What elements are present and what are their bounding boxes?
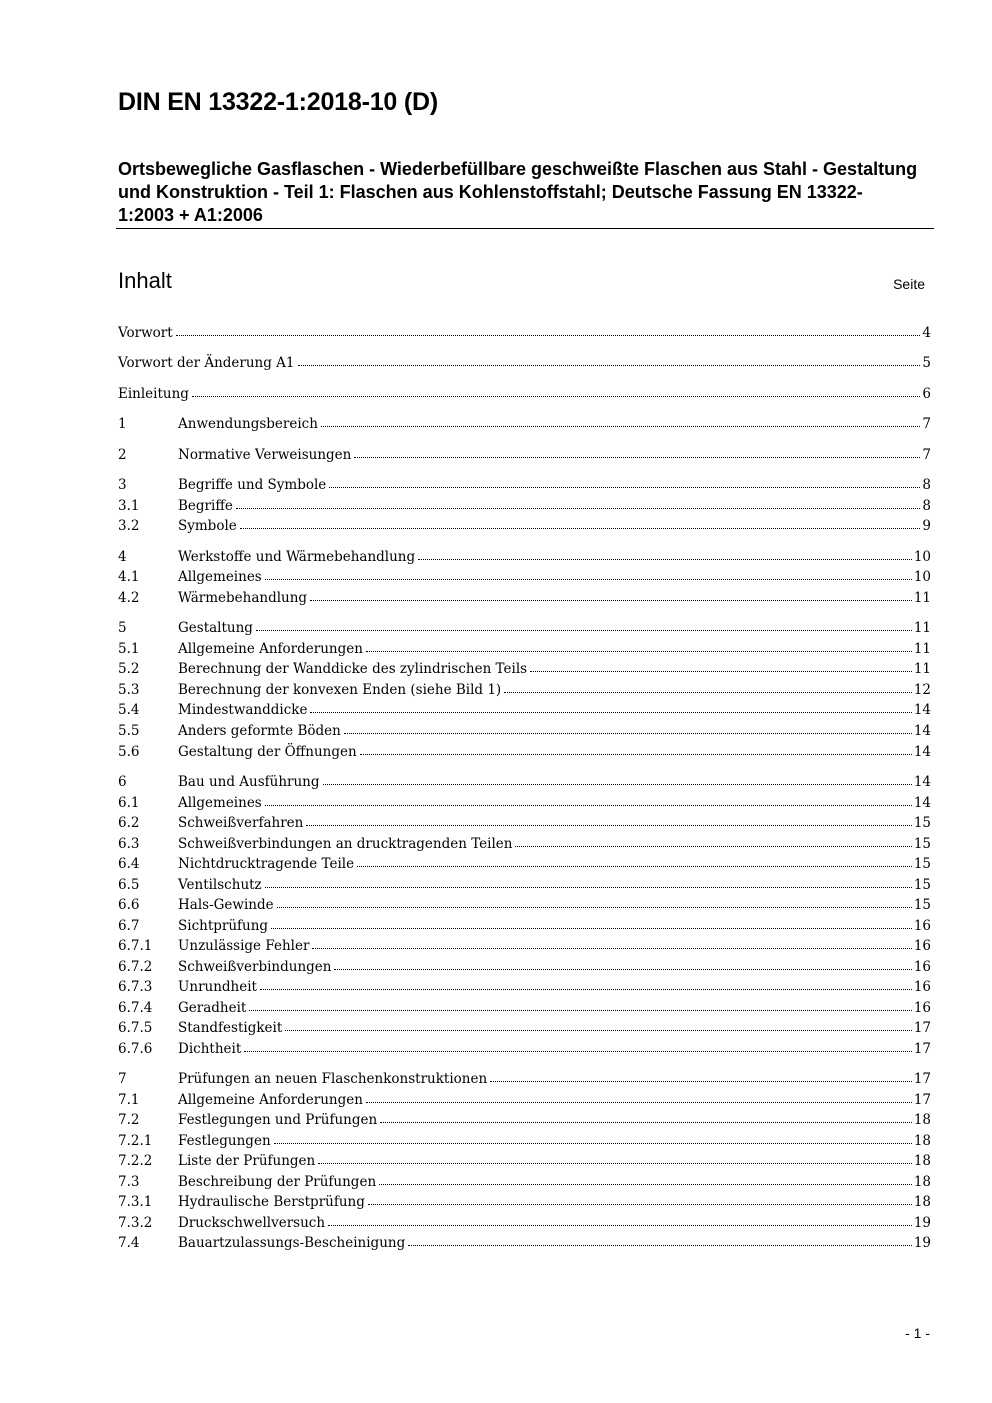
toc-entry-number: 5.6 [118, 744, 140, 760]
toc-entry[interactable] [118, 815, 931, 835]
toc-entry-page: 14 [913, 795, 931, 811]
toc-entry-title: Mindestwanddicke [178, 702, 308, 718]
toc-entry-page: 4 [922, 325, 931, 341]
toc-entry-page: 14 [913, 702, 931, 718]
toc-entry-number: 2 [118, 447, 127, 463]
toc-entry-page: 17 [913, 1092, 931, 1108]
toc-entry-title: Geradheit [178, 1000, 247, 1016]
toc-dot-leader [329, 487, 920, 488]
toc-entry-number: 7.3.2 [118, 1215, 153, 1231]
toc-entry-title: Sichtprüfung [178, 918, 269, 934]
toc-entry[interactable] [118, 477, 931, 497]
toc-entry-page: 16 [913, 959, 931, 975]
toc-dot-leader [318, 1163, 912, 1164]
toc-entry-number: 7.4 [118, 1235, 140, 1251]
toc-entry[interactable] [118, 1041, 931, 1061]
toc-dot-leader [265, 887, 912, 888]
toc-entry[interactable] [118, 569, 931, 589]
toc-page-column-label: Seite [893, 276, 925, 292]
toc-dot-leader [256, 630, 912, 631]
toc-entry-number: 5 [118, 620, 127, 636]
toc-entry-number: 5.1 [118, 641, 140, 657]
toc-entry[interactable] [118, 1153, 931, 1173]
toc-entry-title: Festlegungen und Prüfungen [178, 1112, 378, 1128]
toc-entry-page: 15 [913, 897, 931, 913]
toc-entry-number: 6 [118, 774, 127, 790]
toc-entry-title: Gestaltung [178, 620, 253, 636]
toc-dot-leader [265, 579, 912, 580]
toc-entry-number: 6.5 [118, 877, 140, 893]
toc-entry-number: 5.3 [118, 682, 140, 698]
title-divider [116, 228, 934, 229]
toc-entry[interactable] [118, 641, 931, 661]
toc-dot-leader [504, 692, 912, 693]
toc-dot-leader [312, 948, 911, 949]
toc-entry[interactable] [118, 795, 931, 815]
toc-entry[interactable] [118, 325, 931, 345]
toc-entry-number: 6.2 [118, 815, 140, 831]
toc-entry-title: Nichtdrucktragende Teile [178, 856, 355, 872]
document-subtitle: Ortsbewegliche Gasflaschen - Wiederbefüllbare geschweißte Flaschen aus Stahl - Gestaltung und Konstruktion - Teil 1: Flaschen aus Kohlenstoffstahl; Deutsche Fassung EN 13322-1:2003 + A1:2006 [118, 159, 918, 225]
toc-entry-title: Gestaltung der Öffnungen [178, 744, 357, 760]
toc-entry[interactable] [118, 355, 931, 375]
toc-entry-number: 4.1 [118, 569, 140, 585]
toc-dot-leader [360, 754, 912, 755]
toc-dot-leader [368, 1204, 912, 1205]
toc-entry[interactable] [118, 1194, 931, 1214]
toc-dot-leader [306, 825, 911, 826]
toc-entry-number: 4 [118, 549, 127, 565]
toc-entry-title: Ventilschutz [178, 877, 262, 893]
toc-entry-title: Berechnung der konvexen Enden (siehe Bild 1) [178, 682, 502, 698]
toc-entry[interactable] [118, 1112, 931, 1132]
document-title: DIN EN 13322-1:2018-10 (D) [118, 88, 438, 116]
toc-entry[interactable] [118, 723, 931, 743]
toc-dot-leader [240, 528, 921, 529]
toc-entry-page: 14 [913, 774, 931, 790]
toc-entry-page: 19 [913, 1235, 931, 1251]
toc-dot-leader [298, 365, 921, 366]
toc-entry-number: 6.6 [118, 897, 140, 913]
toc-dot-leader [310, 712, 911, 713]
toc-entry-page: 8 [922, 477, 931, 493]
toc-entry-title: Bau und Ausführung [178, 774, 320, 790]
toc-heading: Inhalt [118, 268, 172, 293]
toc-entry[interactable] [118, 518, 931, 538]
toc-entry-number: 3.2 [118, 518, 140, 534]
toc-entry-page: 8 [922, 498, 931, 514]
toc-entry-title: Allgemeine Anforderungen [178, 641, 363, 657]
toc-entry[interactable] [118, 682, 931, 702]
toc-entry[interactable] [118, 549, 931, 569]
toc-entry[interactable] [118, 744, 931, 764]
toc-entry[interactable] [118, 959, 931, 979]
toc-entry-page: 11 [913, 641, 931, 657]
toc-entry-page: 11 [913, 590, 931, 606]
toc-dot-leader [265, 805, 912, 806]
toc-entry-page: 6 [922, 386, 931, 402]
toc-entry[interactable] [118, 1174, 931, 1194]
toc-entry-page: 10 [913, 549, 931, 565]
toc-dot-leader [285, 1030, 912, 1031]
toc-entry-page: 7 [922, 447, 931, 463]
toc-entry[interactable] [118, 856, 931, 876]
toc-entry-title: Standfestigkeit [178, 1020, 283, 1036]
toc-dot-leader [321, 426, 920, 427]
toc-entry-title: Unzulässige Fehler [178, 938, 310, 954]
toc-entry-title: Allgemeines [178, 569, 262, 585]
toc-entry-page: 18 [913, 1194, 931, 1210]
toc-entry-title: Allgemeines [178, 795, 262, 811]
toc-entry-page: 10 [913, 569, 931, 585]
toc-entry-page: 14 [913, 723, 931, 739]
toc-entry-title: Beschreibung der Prüfungen [178, 1174, 377, 1190]
toc-entry-number: 3.1 [118, 498, 140, 514]
toc-entry-title: Druckschwellversuch [178, 1215, 326, 1231]
toc-entry-title: Vorwort [118, 325, 173, 341]
toc-entry-number: 7 [118, 1071, 127, 1087]
toc-dot-leader [236, 508, 921, 509]
toc-entry-number: 6.1 [118, 795, 140, 811]
toc-entry-title: Unrundheit [178, 979, 257, 995]
toc-entry[interactable] [118, 897, 931, 917]
toc-entry-page: 5 [922, 355, 931, 371]
toc-dot-leader [323, 784, 912, 785]
toc-entry-number: 6.7.5 [118, 1020, 153, 1036]
toc-dot-leader [366, 1102, 912, 1103]
toc-dot-leader [418, 559, 912, 560]
toc-entry-title: Festlegungen [178, 1133, 271, 1149]
toc-entry[interactable] [118, 836, 931, 856]
toc-entry-page: 15 [913, 815, 931, 831]
toc-entry-page: 15 [913, 877, 931, 893]
toc-entry-page: 9 [922, 518, 931, 534]
toc-entry-title: Allgemeine Anforderungen [178, 1092, 363, 1108]
toc-dot-leader [380, 1122, 912, 1123]
toc-entry[interactable] [118, 661, 931, 681]
toc-entry-title: Prüfungen an neuen Flaschenkonstruktionen [178, 1071, 488, 1087]
toc-entry-title: Hals-Gewinde [178, 897, 274, 913]
toc-entry-number: 5.5 [118, 723, 140, 739]
toc-entry-title: Anwendungsbereich [178, 416, 318, 432]
toc-entry[interactable] [118, 386, 931, 406]
toc-entry-page: 18 [913, 1112, 931, 1128]
toc-entry-number: 7.2.2 [118, 1153, 153, 1169]
toc-dot-leader [274, 1143, 912, 1144]
toc-entry-page: 16 [913, 938, 931, 954]
toc-entry-page: 19 [913, 1215, 931, 1231]
toc-entry[interactable] [118, 416, 931, 436]
toc-entry-page: 12 [913, 682, 931, 698]
toc-entry[interactable] [118, 1092, 931, 1112]
toc-entry-number: 7.2 [118, 1112, 140, 1128]
toc-entry-number: 6.7 [118, 918, 140, 934]
toc-entry-title: Schweißverbindungen [178, 959, 332, 975]
toc-dot-leader [277, 907, 912, 908]
toc-entry-page: 16 [913, 918, 931, 934]
toc-dot-leader [271, 928, 912, 929]
toc-entry-page: 17 [913, 1041, 931, 1057]
toc-entry-number: 3 [118, 477, 127, 493]
toc-entry[interactable] [118, 1215, 931, 1235]
toc-entry-title: Begriffe [178, 498, 233, 514]
toc-dot-leader [366, 651, 912, 652]
toc-entry-page: 18 [913, 1153, 931, 1169]
toc-entry-number: 5.4 [118, 702, 140, 718]
toc-entry-page: 7 [922, 416, 931, 432]
toc-entry-title: Normative Verweisungen [178, 447, 352, 463]
toc-dot-leader [530, 671, 912, 672]
toc-entry-page: 17 [913, 1020, 931, 1036]
toc-entry-title: Schweißverbindungen an drucktragenden Teilen [178, 836, 513, 852]
toc-dot-leader [176, 335, 921, 336]
toc-entry[interactable] [118, 1000, 931, 1020]
toc-entry-number: 6.7.4 [118, 1000, 153, 1016]
toc-entry[interactable] [118, 590, 931, 610]
toc-entry-number: 6.7.2 [118, 959, 153, 975]
toc-entry-page: 11 [913, 661, 931, 677]
toc-entry-title: Begriffe und Symbole [178, 477, 327, 493]
toc-entry-page: 16 [913, 1000, 931, 1016]
toc-entry-title: Schweißverfahren [178, 815, 304, 831]
toc-entry-title: Bauartzulassungs-Bescheinigung [178, 1235, 406, 1251]
toc-entry-number: 6.3 [118, 836, 140, 852]
toc-entry-page: 18 [913, 1174, 931, 1190]
toc-entry[interactable] [118, 877, 931, 897]
toc-dot-leader [344, 733, 912, 734]
toc-dot-leader [328, 1225, 912, 1226]
toc-entry-number: 6.7.6 [118, 1041, 153, 1057]
toc-entry-title: Hydraulische Berstprüfung [178, 1194, 365, 1210]
toc-entry-title: Berechnung der Wanddicke des zylindrischen Teils [178, 661, 528, 677]
toc-entry-title: Wärmebehandlung [178, 590, 308, 606]
toc-dot-leader [260, 989, 912, 990]
toc-entry-page: 17 [913, 1071, 931, 1087]
toc-entry[interactable] [118, 620, 931, 640]
toc-entry-page: 15 [913, 836, 931, 852]
toc-entry-number: 5.2 [118, 661, 140, 677]
toc-entry-page: 14 [913, 744, 931, 760]
toc-entry-page: 15 [913, 856, 931, 872]
toc-entry-title: Einleitung [118, 386, 189, 402]
toc-entry-number: 4.2 [118, 590, 140, 606]
toc-entry[interactable] [118, 447, 931, 467]
toc-entry-title: Dichtheit [178, 1041, 242, 1057]
toc-dot-leader [334, 969, 911, 970]
toc-entry-number: 6.4 [118, 856, 140, 872]
toc-dot-leader [249, 1010, 911, 1011]
toc-dot-leader [490, 1081, 912, 1082]
toc-entry-page: 11 [913, 620, 931, 636]
toc-entry-number: 7.3.1 [118, 1194, 153, 1210]
toc-entry[interactable] [118, 979, 931, 999]
toc-entry-page: 18 [913, 1133, 931, 1149]
toc-entry-number: 7.1 [118, 1092, 140, 1108]
toc-dot-leader [354, 457, 920, 458]
toc-entry[interactable] [118, 1133, 931, 1153]
toc-dot-leader [515, 846, 911, 847]
toc-entry-number: 7.2.1 [118, 1133, 153, 1149]
toc-dot-leader [379, 1184, 912, 1185]
toc-entry[interactable] [118, 1071, 931, 1091]
toc-entry-number: 1 [118, 416, 127, 432]
toc-entry[interactable] [118, 702, 931, 722]
toc-dot-leader [244, 1051, 912, 1052]
toc-dot-leader [192, 396, 920, 397]
toc-entry[interactable] [118, 498, 931, 518]
toc-entry-title: Symbole [178, 518, 237, 534]
toc-entry-title: Anders geformte Böden [178, 723, 341, 739]
toc-entry-title: Werkstoffe und Wärmebehandlung [178, 549, 416, 565]
toc-entry[interactable] [118, 938, 931, 958]
toc-dot-leader [408, 1245, 912, 1246]
toc-entry-number: 6.7.1 [118, 938, 153, 954]
toc-entry[interactable] [118, 774, 931, 794]
toc-entry-page: 16 [913, 979, 931, 995]
toc-entry-title: Vorwort der Änderung A1 [118, 355, 295, 371]
toc-entry[interactable] [118, 1020, 931, 1040]
toc-entry-number: 6.7.3 [118, 979, 153, 995]
toc-entry-title: Liste der Prüfungen [178, 1153, 316, 1169]
toc-dot-leader [357, 866, 912, 867]
toc-entry[interactable] [118, 918, 931, 938]
toc-entry[interactable] [118, 1235, 931, 1255]
page-number: - 1 - [905, 1325, 930, 1341]
toc-entry-number: 7.3 [118, 1174, 140, 1190]
toc-dot-leader [310, 600, 912, 601]
